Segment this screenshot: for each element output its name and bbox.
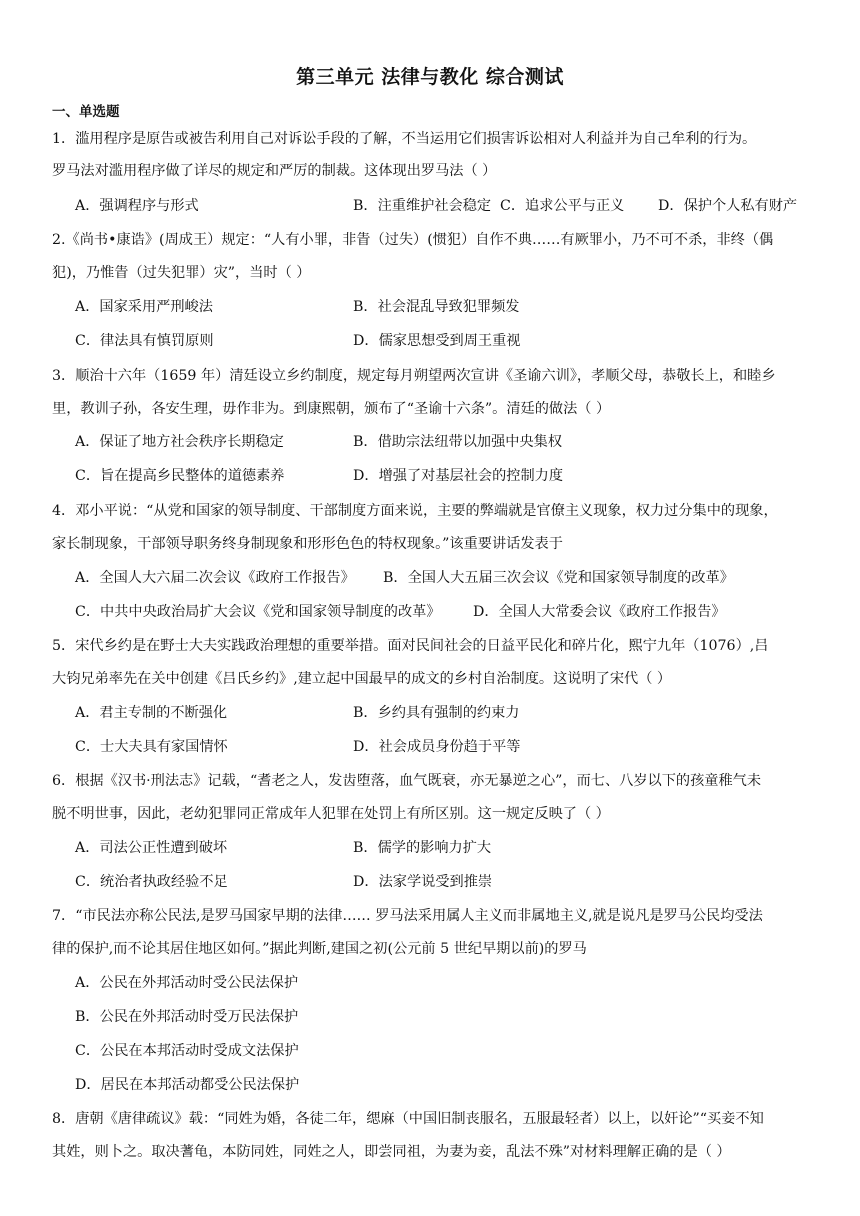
question-8-line-2: 其姓，则卜之。取决蓍龟，本防同姓，同姓之人，即尝同祖，为妻为妾，乱法不殊”对材料理解正确的是（ ） [52, 1144, 731, 1160]
question-2-option-a: A．国家采用严刑峻法 [75, 299, 213, 315]
question-6-line-2: 脱不明世事，因此，老幼犯罪同正常成年人犯罪在处罚上有所区别。这一规定反映了（ ） [52, 806, 610, 822]
question-2-option-c: C．律法具有慎罚原则 [75, 333, 214, 349]
question-2-option-b: B．社会混乱导致犯罪频发 [353, 299, 520, 315]
question-3-option-a: A．保证了地方社会秩序长期稳定 [75, 434, 284, 450]
question-1-line-1: 1．滥用程序是原告或被告利用自己对诉讼手段的了解，不当运用它们损害诉讼相对人利益并为自己牟利的行为。 [52, 131, 757, 147]
question-3-option-d: D．增强了对基层社会的控制力度 [353, 468, 564, 484]
question-4-option-a: A．全国人大六届二次会议《政府工作报告》 [75, 570, 355, 586]
question-6-line-1: 6．根据《汉书·刑法志》记载，“耆老之人，发齿堕落，血气既衰，亦无暴逆之心”，而七、八岁以下的孩童稚气未 [52, 773, 762, 789]
question-1-option-a: A．强调程序与形式 [75, 198, 199, 214]
question-2-line-2: 犯)，乃惟眚（过失犯罪）灾”，当时（ ） [52, 265, 311, 281]
question-2-option-d: D．儒家思想受到周王重视 [353, 333, 521, 349]
question-4-line-1: 4．邓小平说：“从党和国家的领导制度、干部制度方面来说，主要的弊端就是官僚主义现象，权力过分集中的现象， [52, 503, 778, 519]
question-7-option-d: D．居民在本邦活动都受公民法保护 [75, 1077, 300, 1093]
question-6-option-c: C．统治者执政经验不足 [75, 874, 228, 890]
question-6-option-d: D．法家学说受到推崇 [353, 874, 493, 890]
question-3-option-b: B．借助宗法纽带以加强中央集权 [353, 434, 563, 450]
question-8-line-1: 8．唐朝《唐律疏议》载：“同姓为婚，各徒二年，缌麻（中国旧制丧服名，五服最轻者）以上，以奸论”“买妾不知 [52, 1111, 764, 1127]
question-3-line-1: 3．顺治十六年（1659 年）清廷设立乡约制度，规定每月朔望两次宣讲《圣谕六训》，孝顺父母，恭敬长上，和睦乡 [52, 368, 776, 384]
question-5-line-1: 5．宋代乡约是在野士大夫实践政治理想的重要举措。面对民间社会的日益平民化和碎片化，熙宁九年（1076）,吕 [52, 638, 769, 654]
question-4-option-c: C．中共中央政治局扩大会议《党和国家领导制度的改革》 [75, 604, 441, 620]
question-7-option-a: A．公民在外邦活动时受公民法保护 [75, 975, 299, 991]
question-4-line-2: 家长制现象，干部领导职务终身制现象和形形色色的特权现象。”该重要讲话发表于 [52, 536, 563, 552]
question-3-line-2: 里，教训子孙，各安生理，毋作非为。到康熙朝，颁布了“圣谕十六条”。清廷的做法（ ） [52, 401, 611, 417]
question-5-option-a: A．君主专制的不断强化 [75, 705, 228, 721]
question-7-line-1: 7．“市民法亦称公民法,是罗马国家早期的法律…… 罗马法采用属人主义而非属地主义,就是说凡是罗马公民均受法 [52, 908, 763, 924]
question-4-option-b: B．全国人大五届三次会议《党和国家领导制度的改革》 [383, 570, 734, 586]
question-1-option-c: C．追求公平与正义 [500, 198, 625, 214]
question-1-option-d: D．保护个人私有财产 [658, 198, 798, 214]
question-1-option-b: B．注重维护社会稳定 [353, 198, 492, 214]
question-6-option-a: A．司法公正性遭到破坏 [75, 840, 228, 856]
question-4-option-d: D．全国人大常委会议《政府工作报告》 [473, 604, 726, 620]
question-2-line-1: 2.《尚书•康诰》(周成王）规定：“人有小罪，非眚（过失）(惯犯）自作不典……有厥罪小，乃不可不杀，非终（偶 [52, 232, 774, 248]
section-heading: 一、单选题 [52, 104, 120, 120]
question-5-option-c: C．士大夫具有家国情怀 [75, 739, 228, 755]
question-3-option-c: C．旨在提高乡民整体的道德素养 [75, 468, 285, 484]
question-7-option-c: C．公民在本邦活动时受成文法保护 [75, 1043, 299, 1059]
question-5-option-d: D．社会成员身份趋于平等 [353, 739, 521, 755]
question-5-line-2: 大钧兄弟率先在关中创建《吕氏乡约》,建立起中国最早的成文的乡村自治制度。这说明了宋代（ ） [52, 671, 672, 687]
page-title: 第三单元 法律与教化 综合测试 [296, 66, 564, 88]
question-7-line-2: 律的保护,而不论其居住地区如何。”据此判断,建国之初(公元前 5 世纪早期以前)的罗马 [52, 941, 587, 957]
question-1-line-2: 罗马法对滥用程序做了详尽的规定和严厉的制裁。这体现出罗马法（ ） [52, 163, 497, 179]
question-6-option-b: B．儒学的影响力扩大 [353, 840, 492, 856]
question-7-option-b: B．公民在外邦活动时受万民法保护 [75, 1009, 299, 1025]
question-5-option-b: B．乡约具有强制的约束力 [353, 705, 520, 721]
